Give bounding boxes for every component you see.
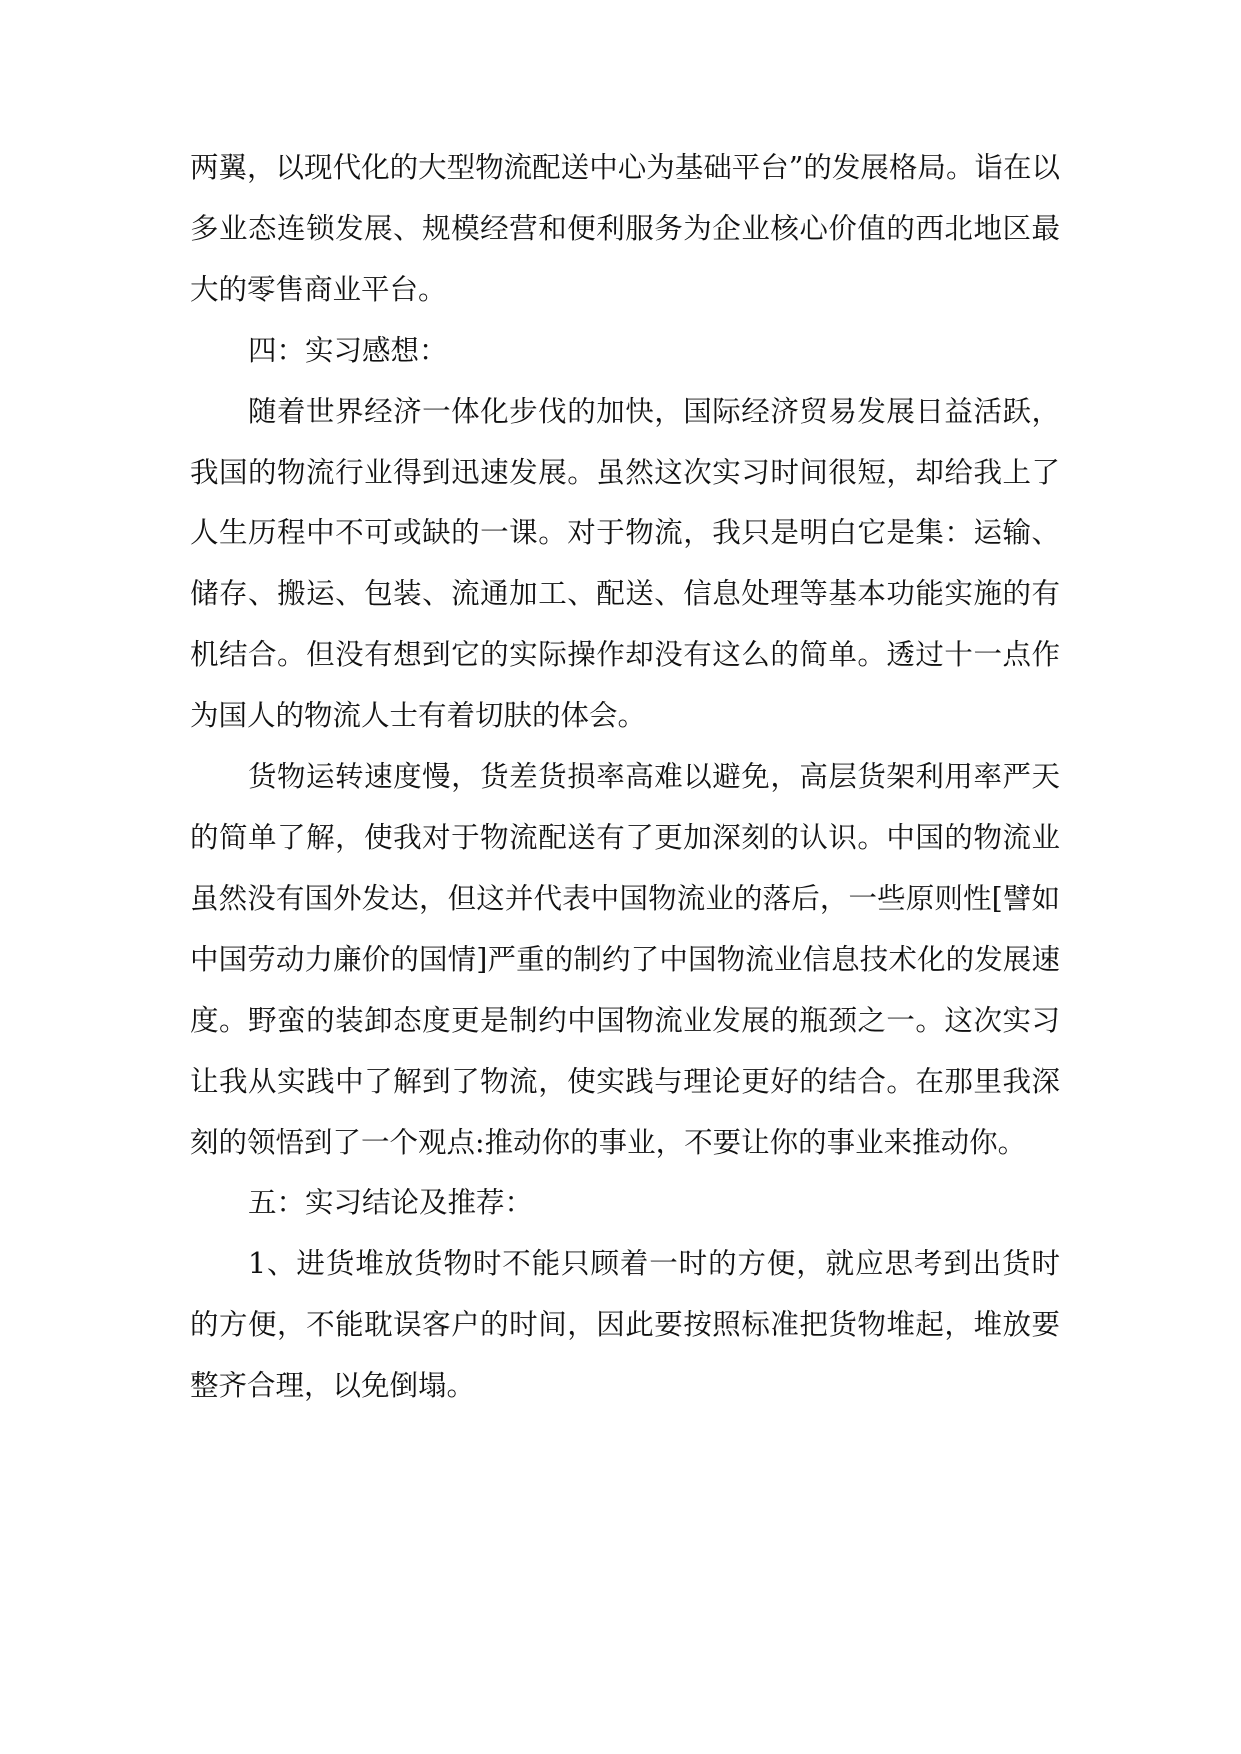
paragraph-logistics-development: 随着世界经济一体化步伐的加快，国际经济贸易发展日益活跃，我国的物流行业得到迅速发展。虽然这次实习时间很短，却给我上了人生历程中不可或缺的一课。对于物流，我只是明白它是集：运输、储存、搬运、包装、流通加工、配送、信息处理等基本功能实施的有机结合。但没有想到它的实际操作却没有这么的简单。透过十一点作为国人的物流人士有着切肤的体会。 [190,394,1060,733]
section-heading-internship-reflections: 四：实习感想： [248,333,448,367]
document-body [190,138,1060,1417]
paragraph-recommendation-1: 1、进货堆放货物时不能只顾着一时的方便，就应思考到出货时的方便，不能耽误客户的时间，因此要按照标准把货物堆起，堆放要整齐合理，以免倒塌。 [190,1247,1060,1403]
paragraph-logistics-problems: 货物运转速度慢，货差货损率高难以避免，高层货架利用率严天的简单了解，使我对于物流配送有了更加深刻的认识。中国的物流业虽然没有国外发达，但这并代表中国物流业的落后，一些原则性[譬如中国劳动力廉价的国情]严重的制约了中国物流业信息技术化的发展速度。野蛮的装卸态度更是制约中国物流业发展的瓶颈之一。这次实习让我从实践中了解到了物流，使实践与理论更好的结合。在那里我深刻的领悟到了一个观点:推动你的事业，不要让你的事业来推动你。 [190,760,1060,1159]
section-heading-conclusions: 五：实习结论及推荐： [248,1186,534,1220]
paragraph-layout-intro: 两翼，以现代化的大型物流配送中心为基础平台”的发展格局。诣在以多业态连锁发展、规模经营和便利服务为企业核心价值的西北地区最大的零售商业平台。 [190,151,1060,306]
